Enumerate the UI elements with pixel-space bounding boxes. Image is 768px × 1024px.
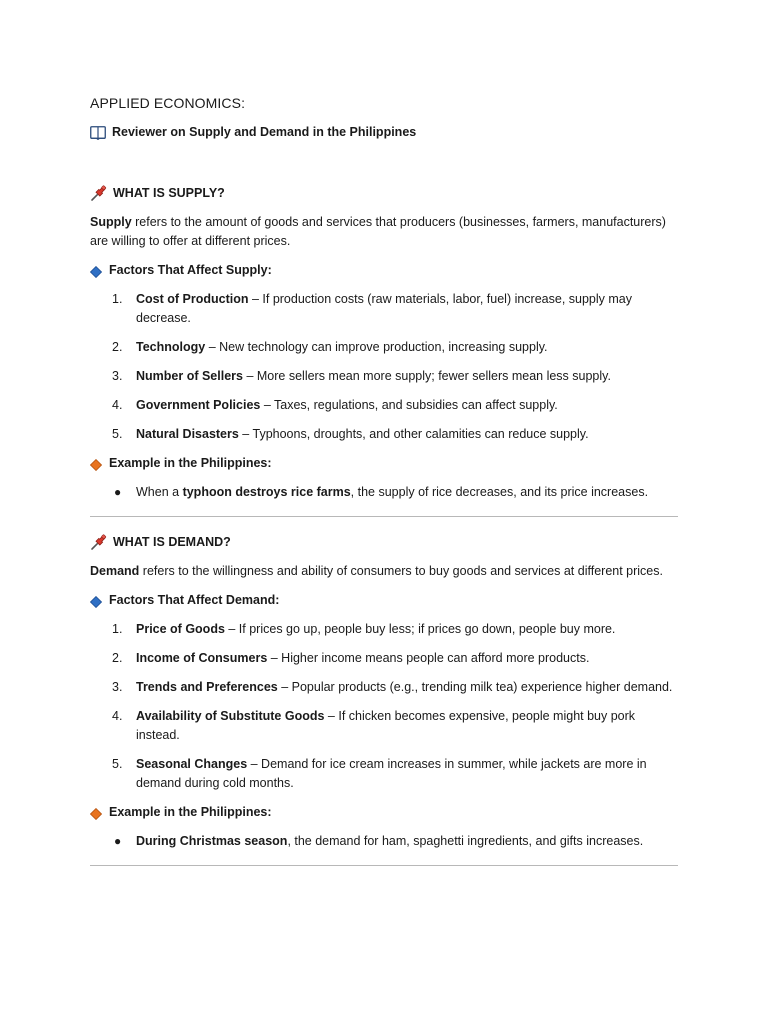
list-number: 4. (112, 398, 123, 412)
factor-text: – Typhoons, droughts, and other calamities can reduce supply. (238, 427, 589, 441)
document-subtitle (90, 123, 678, 142)
section-heading (90, 533, 678, 552)
list-number: 5. (112, 427, 123, 441)
list-number: 3. (112, 680, 123, 694)
demand-section (90, 533, 678, 851)
section-heading-text: WHAT IS SUPPLY? (113, 186, 225, 200)
example-post: , the demand for ham, spaghetti ingredients, and gifts increases. (287, 834, 644, 848)
factor-term: Seasonal Changes (136, 757, 248, 771)
list-item (90, 338, 678, 357)
list-item (90, 620, 678, 639)
factor-text: – If production costs (raw materials, labor, fuel) increase, supply may decrease. (136, 292, 632, 325)
section-heading (90, 184, 678, 203)
section-heading-text: WHAT IS DEMAND? (113, 535, 231, 549)
example-heading-text: Example in the Philippines: (109, 805, 272, 819)
example-bold: typhoon destroys rice farms (182, 485, 351, 499)
section-divider (90, 516, 678, 517)
factors-heading-text: Factors That Affect Supply: (109, 263, 272, 277)
factor-term: Number of Sellers (136, 369, 243, 383)
factors-heading (90, 261, 678, 280)
list-number: 4. (112, 709, 123, 723)
definition-text: refers to the willingness and ability of consumers to buy goods and services at different prices. (139, 564, 663, 578)
list-item (90, 678, 678, 697)
orange-diamond-icon (90, 458, 102, 470)
factors-heading-text: Factors That Affect Demand: (109, 593, 280, 607)
factor-term: Income of Consumers (136, 651, 268, 665)
definition-text: refers to the amount of goods and services that producers (businesses, farmers, manufacturers) are willing to offer at different prices. (90, 215, 666, 248)
example-heading (90, 803, 678, 822)
definition-paragraph (90, 562, 678, 581)
bullet-icon: ● (114, 485, 122, 499)
factor-text: – New technology can improve production, increasing supply. (205, 340, 548, 354)
factor-text: – Taxes, regulations, and subsidies can affect supply. (260, 398, 558, 412)
list-item (90, 396, 678, 415)
list-number: 1. (112, 622, 123, 636)
document-page (90, 94, 678, 882)
factor-term: Government Policies (136, 398, 261, 412)
list-item (90, 832, 678, 851)
list-number: 2. (112, 651, 123, 665)
definition-term: Supply (90, 215, 132, 229)
factor-text: – If prices go up, people buy less; if prices go down, people buy more. (224, 622, 616, 636)
orange-diamond-icon (90, 807, 102, 819)
open-book-icon (90, 126, 106, 140)
factor-text: – Demand for ice cream increases in summer, while jackets are more in demand during cold months. (136, 757, 647, 790)
factor-text: – If chicken becomes expensive, people might buy pork instead. (136, 709, 636, 742)
list-item (90, 290, 678, 328)
factors-list (90, 290, 678, 444)
factor-term: Natural Disasters (136, 427, 239, 441)
document-title: APPLIED ECONOMICS: (90, 95, 246, 111)
example-heading (90, 454, 678, 473)
factor-term: Price of Goods (136, 622, 225, 636)
subtitle-text: Reviewer on Supply and Demand in the Philippines (112, 125, 417, 139)
list-item (90, 483, 678, 502)
list-number: 2. (112, 340, 123, 354)
example-list (90, 832, 678, 851)
definition-paragraph (90, 213, 678, 251)
bullet-icon: ● (114, 834, 122, 848)
example-post: , the supply of rice decreases, and its price increases. (350, 485, 649, 499)
factor-term: Cost of Production (136, 292, 249, 306)
factors-list (90, 620, 678, 793)
list-item (90, 367, 678, 386)
list-item (90, 649, 678, 668)
example-pre: When a (136, 485, 183, 499)
pushpin-icon (90, 534, 107, 551)
factor-term: Trends and Preferences (136, 680, 278, 694)
blue-diamond-icon (90, 265, 102, 277)
definition-term: Demand (90, 564, 140, 578)
list-number: 3. (112, 369, 123, 383)
list-item (90, 425, 678, 444)
factor-text: – More sellers mean more supply; fewer sellers mean less supply. (242, 369, 611, 383)
factor-term: Technology (136, 340, 206, 354)
example-bold: During Christmas season (136, 834, 288, 848)
list-item (90, 707, 678, 745)
list-number: 1. (112, 292, 123, 306)
list-number: 5. (112, 757, 123, 771)
list-item (90, 755, 678, 793)
section-divider (90, 865, 678, 866)
pushpin-icon (90, 185, 107, 202)
factors-heading (90, 591, 678, 610)
example-list (90, 483, 678, 502)
supply-section (90, 184, 678, 502)
example-heading-text: Example in the Philippines: (109, 456, 272, 470)
factor-text: – Popular products (e.g., trending milk tea) experience higher demand. (277, 680, 673, 694)
factor-text: – Higher income means people can afford more products. (267, 651, 590, 665)
blue-diamond-icon (90, 595, 102, 607)
factor-term: Availability of Substitute Goods (136, 709, 325, 723)
